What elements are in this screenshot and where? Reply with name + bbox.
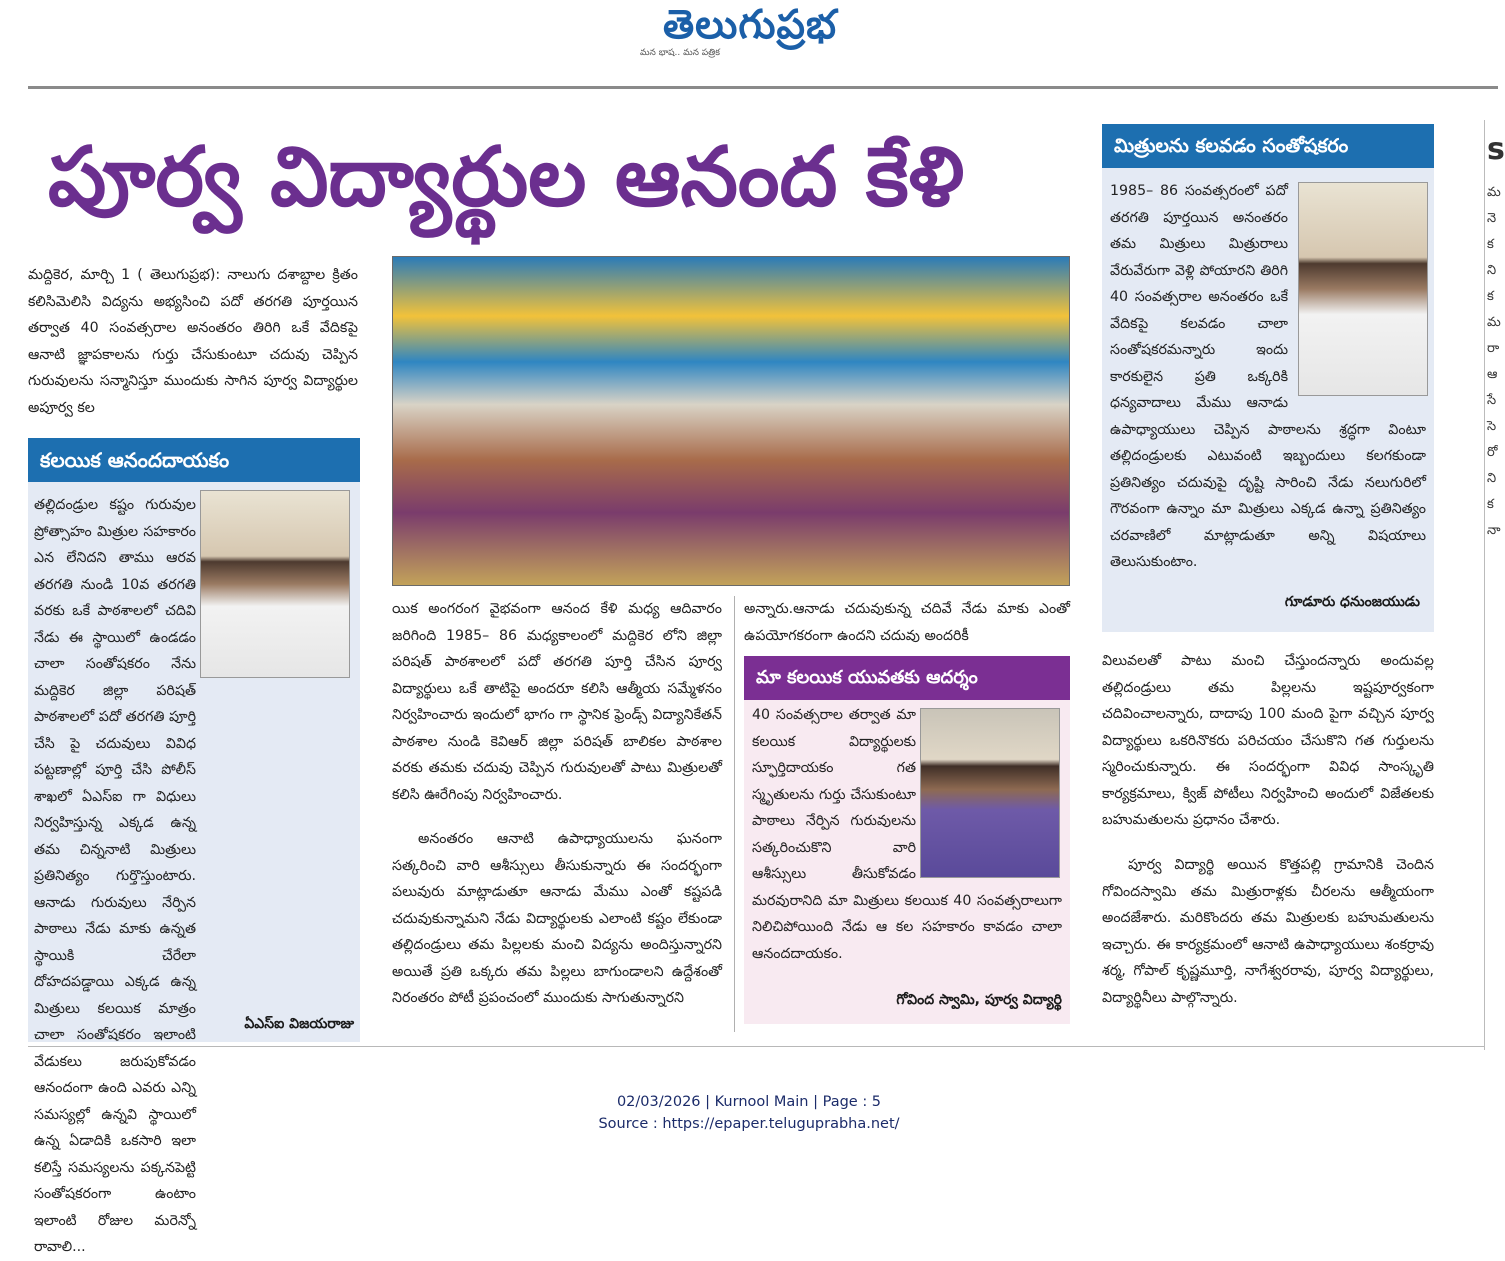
center-column-1: యిక అంగరంగ వైభవంగా ఆనంద కేళి మధ్య ఆదివారం జరిగింది 1985– 86 మధ్యకాలంలో మద్దికెర లోని జిల్లా పరిషత్ పాఠశాలలో పదో తరగతి పూర్తి చేసిన పూర్వ విద్యార్థులు ఒకే తాటిపై అందరూ కలిసి ఆత్మీయ సమ్మేళనం నిర్వహించారు ఇందులో భాగం గా స్థానిక ఫ్రెండ్స్ విద్యానికేతన్ పాఠశాల నుండి కెవిఆర్ జిల్లా పరిషత్ బాలికల పాఠశాల వరకు తమకు చదువు చెప్పిన గురువులతో పాటు మిత్రులతో కలిసి ఊరేగింపు నిర్వహించారు. <box>392 601 722 803</box>
edge-letter: ఆ <box>1487 367 1498 382</box>
edge-letter: మ <box>1487 315 1501 330</box>
sidebar-box-center-text-wrap <box>752 702 1062 988</box>
masthead-tagline: మన భాష.. మన పత్రిక <box>640 48 720 58</box>
edge-letter: ని <box>1487 471 1497 486</box>
sidebar-box-center-byline: గోవింద స్వామి, పూర్వ విద్యార్థి <box>896 992 1062 1008</box>
group-photo <box>392 256 1070 586</box>
edge-letter: ని <box>1487 263 1497 278</box>
center-column-1b: అనంతరం ఆనాటి ఉపాధ్యాయులను ఘనంగా సత్కరించి వారి ఆశీస్సులు తీసుకున్నారు ఈ సందర్భంగా పలువురు మాట్లాడుతూ ఆనాడు మేము ఎంతో కష్టపడి చదువుకున్నామని నేడు విద్యార్థులకు ఎలాంటి కష్టం లేకుండా తల్లిదండ్రులు తమ పిల్లలకు మంచి విద్యను అందిస్తున్నారని అయితే ప్రతి ఒక్కరు తమ పిల్లలు బాగుండాలని ఉద్దేశంతో నిరంతరం పోటీ ప్రపంచంలో ముందుకు సాగుతున్నారని <box>392 831 722 1006</box>
masthead <box>600 2 900 64</box>
page-headline: పూర్వ విద్యార్థుల ఆనంద కేళి <box>48 130 965 225</box>
adjacent-article-edge <box>1484 120 1505 1050</box>
float-spacer-right <box>1288 178 1426 394</box>
column-divider <box>734 596 735 1032</box>
float-spacer <box>916 702 1062 878</box>
edge-letter: సే <box>1487 393 1497 408</box>
portrait-photo-asi <box>200 490 350 678</box>
top-rule <box>28 86 1498 89</box>
edge-letter: క <box>1487 289 1494 304</box>
intro-paragraph: మద్దికెర, మార్చి 1 ( తెలుగుప్రభ): నాలుగు దశాబ్దాల క్రితం కలిసిమెలిసి విద్యను అభ్యసించి పదో తరగతి పూర్తయిన తర్వాత 40 సంవత్సరాల అనంతరం తిరిగి ఒకే వేదికపై ఆనాటి జ్ఞాపకాలను గుర్తు చేసుకుంటూ చదువు చెప్పిన గురువులను సన్మానిస్తూ ముందుకు సాగిన పూర్వ విద్యార్థుల అపూర్వ కల <box>28 267 358 416</box>
edge-letter: సె <box>1487 419 1497 434</box>
edge-letter: నె <box>1487 211 1497 226</box>
sidebar-box-right-title: మిత్రులను కలవడం సంతోషకరం <box>1102 124 1434 168</box>
adjacent-headline-fragment: s <box>1487 132 1505 167</box>
edge-letter: రో <box>1487 445 1498 460</box>
edge-letter: నా <box>1487 523 1501 538</box>
edge-letter: క <box>1487 237 1494 252</box>
sidebar-box-left-title: కలయిక ఆనందదాయకం <box>28 438 360 482</box>
masthead-logo: తెలుగుప్రభ <box>663 2 837 48</box>
bottom-rule <box>28 1046 1484 1047</box>
edge-letter: మ <box>1487 185 1501 200</box>
sidebar-box-center <box>744 656 1070 1024</box>
footer-date-line: 02/03/2026 | Kurnool Main | Page : 5 <box>616 1094 882 1110</box>
sidebar-box-left-text: తల్లిదండ్రుల కష్టం గురువుల ప్రోత్సాహం మిత్రుల సహకారం ఎన లేనిదని తాము ఆరవ తరగతి నుండి 10వ తరగతి వరకు ఒకే పాఠశాలలో చదివి నేడు ఈ స్థాయిలో ఉండడం చాలా సంతోషకరం నేను మద్దికెర జిల్లా పరిషత్ పాఠశాలలో పదో తరగతి పూర్తి చేసి పై చదువులు వివిధ పట్టణాల్లో పూర్తి చేసి పోలీస్ శాఖలో ఏఎస్ఐ గా విధులు నిర్వహిస్తున్న ఎక్కడ ఉన్న తమ చిన్ననాటి మిత్రులు ప్రతినిత్యం గుర్తొస్తుంటారు. ఆనాడు గురువులు నేర్పిన పాఠాలు నేడు మాకు ఉన్నత స్థాయికి చేరేలా దోహదపడ్డాయి ఎక్కడ ఉన్న మిత్రులు కలయిక మాత్రం చాలా సంతోషకరం ఇలాంటి వేడుకలు జరుపుకోవడం ఆనందంగా ఉంది ఎవరు ఎన్ని సమస్యల్లో ఉన్నవి స్థాయిలో ఉన్న ఏడాదికి ఒకసారి ఇలా కలిస్తే సమస్యలను పక్కనపెట్టి సంతోషకరంగా ఉంటాం ఇలాంటి రోజుల మరెన్నో రావాలి... <box>34 497 196 1255</box>
center-column-2: అన్నారు.ఆనాడు చదువుకున్న చదివే నేడు మాకు ఎంతో ఉపయోగకరంగా ఉందని చదువు అందరికీ <box>744 601 1070 644</box>
sidebar-box-left <box>28 438 360 1255</box>
edge-letter: రా <box>1487 341 1500 356</box>
sidebar-box-center-title: మా కలయిక యువతకు ఆదర్శం <box>744 656 1070 700</box>
footer-source-line: Source : https://epaper.teluguprabha.net/ <box>598 1116 900 1132</box>
right-column: విలువలతో పాటు మంచి చేస్తుందన్నారు అందువల్ల తల్లిదండ్రులు తమ పిల్లలను ఇష్టపూర్వకంగా చదివించాలన్నారు, దాదాపు 100 మంది పైగా వచ్చిన పూర్వ విద్యార్థులు ఒకరినొకరు పరిచయం చేసుకొని గత గుర్తులను స్మరించుకున్నారు. ఈ సందర్భంగా వివిధ సాంస్కృతి కార్యక్రమాలు, క్విజ్ పోటీలు నిర్వహించి అందులో విజేతలకు బహుమతులను ప్రధానం చేశారు. <box>1102 653 1434 828</box>
sidebar-box-center-text: 40 సంవత్సరాల తర్వాత మా కలయిక విద్యార్థులకు స్ఫూర్తిదాయకం గత స్మృతులను గుర్తు చేసుకుంటూ పాఠాలు నేర్పిన గురువులను సత్కరించుకొని వారి ఆశీస్సులు తీసుకోవడం మరవురానిది మా మిత్రులు కలయిక 40 సంవత్సరాలుగా నిలిచిపోయింది నేడు ఆ కల సహకారం కావడం చాలా ఆనందదాయకం. <box>752 707 1062 962</box>
sidebar-box-left-text-top <box>34 492 196 1255</box>
right-column-b: పూర్వ విద్యార్థి అయిన కొత్తపల్లి గ్రామానికి చెందిన గోవిందస్వామి తమ మిత్రురాళ్లకు చీరలను ఆత్మీయంగా అందజేశారు. మరికొందరు తమ మిత్రులకు బహుమతులను ఇచ్చారు. ఈ కార్యక్రమంలో ఆనాటి ఉపాధ్యాయులు శంకర్రావు శర్మ, గోపాల్ కృష్ణమూర్తి, నాగేశ్వరరావు, పూర్వ విద్యార్థులు, విద్యార్థినీలు పాల్గొన్నారు. <box>1102 857 1434 1006</box>
sidebar-box-left-byline: ఏఎస్ఐ విజయరాజు <box>244 1016 354 1032</box>
sidebar-box-right <box>1102 124 1434 632</box>
edge-letter: క <box>1487 497 1494 512</box>
sidebar-box-right-text-wrap <box>1110 178 1426 596</box>
sidebar-box-right-text: 1985– 86 సంవత్సరంలో పదో తరగతి పూర్తయిన అనంతరం తమ మిత్రులు మిత్రురాలు వేరువేరుగా వెళ్లి పోయారని తిరిగి 40 సంవత్సరాల అనంతరం ఒకే వేదికపై కలవడం చాలా సంతోషకరమన్నారు ఇందు కారకులైన ప్రతి ఒక్కరికి ధన్యవాదాలు మేము ఆనాడు ఉపాధ్యాయులు చెప్పిన పాఠాలను శ్రద్ధగా వింటూ తల్లిదండ్రులకు ఎటువంటి ఇబ్బందులు కలగకుండా ప్రతినిత్యం చదువుపై దృష్టి సారించి నేడు నలుగురిలో గౌరవంగా ఉన్నాం మా మిత్రులు ఎక్కడ ఉన్నా ప్రతినిత్యం చరవాణిలో మాట్లాడుతూ అన్ని విషయాలు తెలుసుకుంటాం. <box>1110 183 1426 570</box>
sidebar-box-right-byline: గూడూరు ధనుంజయుడు <box>1284 594 1420 610</box>
